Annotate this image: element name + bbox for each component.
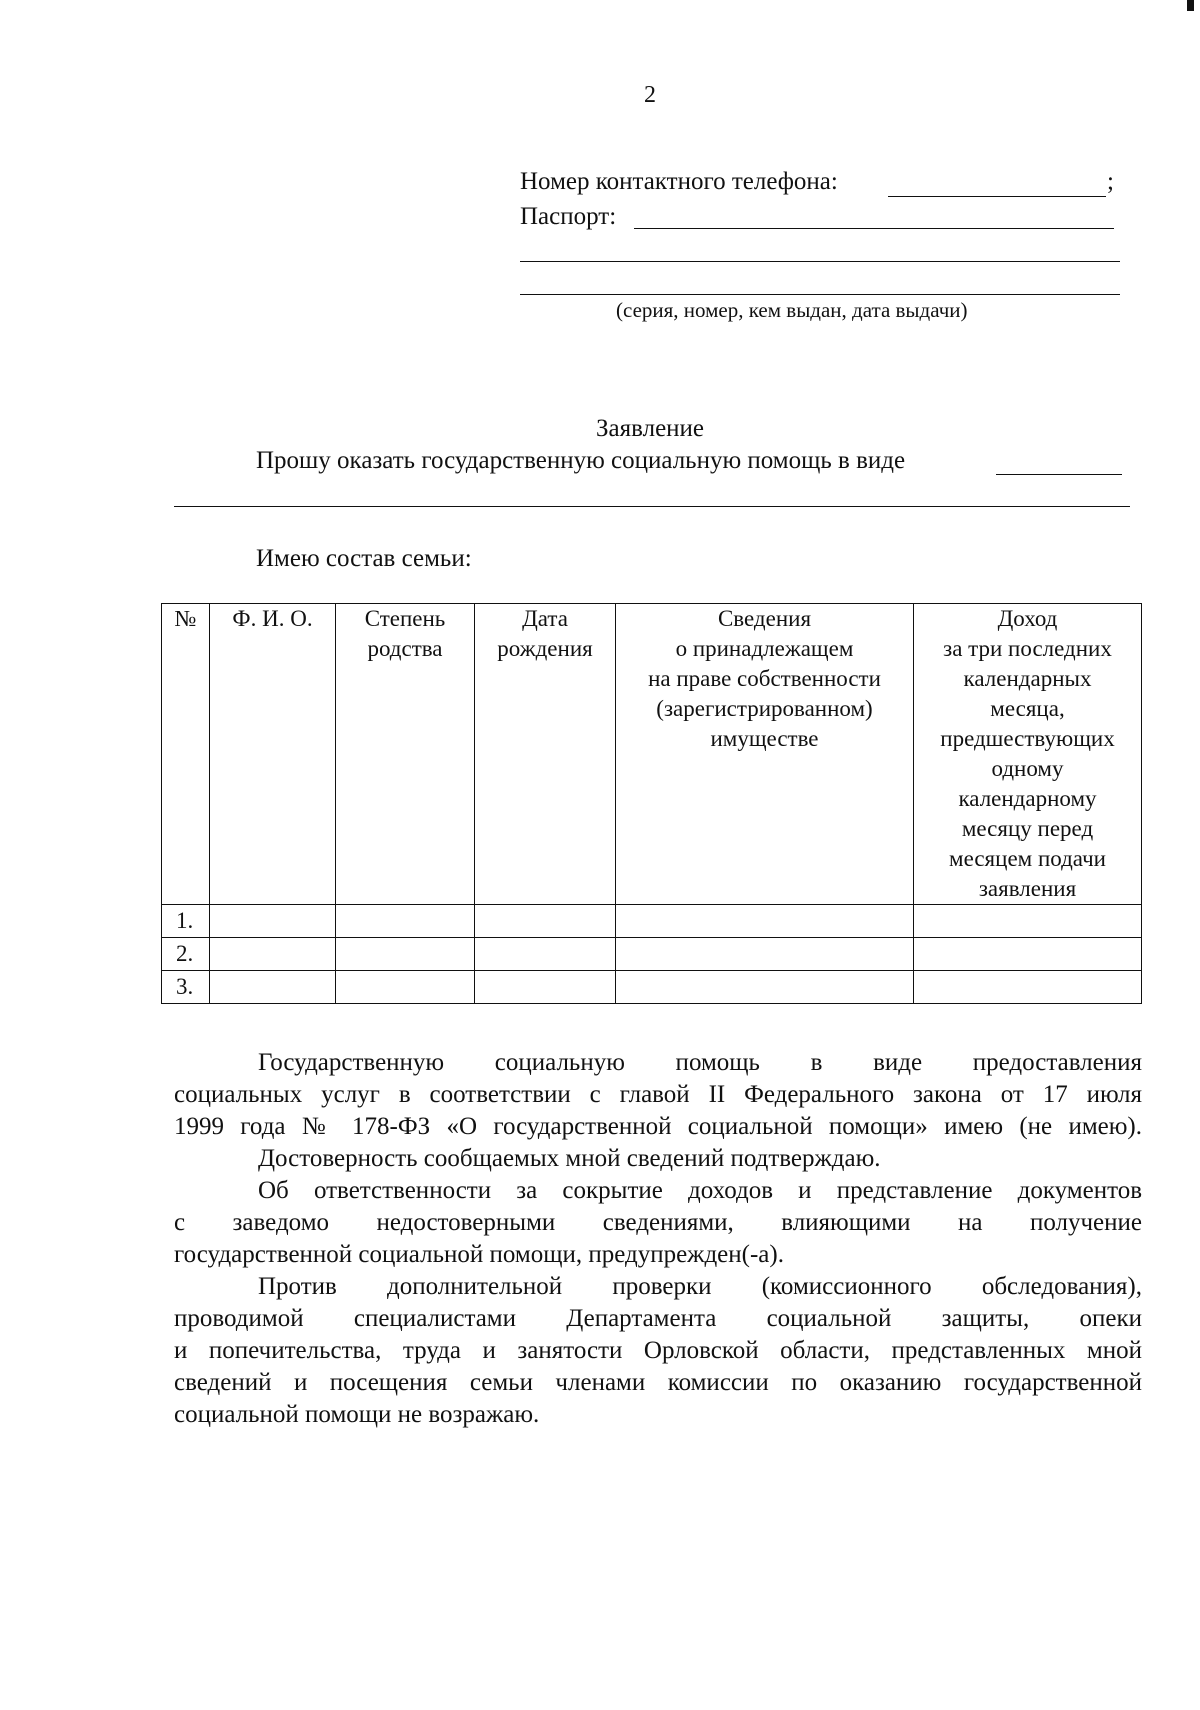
col-header-fio: Ф. И. О. bbox=[210, 604, 336, 905]
table-cell bbox=[616, 905, 914, 938]
col-header-relation: Степень родства bbox=[336, 604, 475, 905]
request-blank-line-1 bbox=[996, 474, 1122, 475]
phone-end: ; bbox=[1107, 168, 1114, 195]
passport-label: Паспорт: bbox=[520, 203, 617, 230]
application-title: Заявление bbox=[596, 415, 705, 442]
passport-blank-line-1 bbox=[634, 228, 1114, 229]
row-number: 3. bbox=[162, 971, 210, 1004]
passport-blank-line-3 bbox=[520, 294, 1120, 295]
paragraph-verification-consent: Против дополнительной проверки (комиссионного обследования), проводимой специалистами Департамента социальной защиты, опеки и попечительства, труда и занятости Орловской области, представленных мной сведений и посещения семьи членами комиссии по оказанию государственной социальной помощи не возражаю. bbox=[174, 1273, 1142, 1428]
col-header-property: Сведения о принадлежащем на праве собственности (зарегистрированном) имуществе bbox=[616, 604, 914, 905]
table-cell bbox=[475, 971, 616, 1004]
col-header-birthdate: Дата рождения bbox=[475, 604, 616, 905]
page-number: 2 bbox=[644, 82, 656, 108]
request-blank-line-2 bbox=[174, 506, 1130, 507]
table-row bbox=[162, 971, 1142, 1004]
paragraph-responsibility: Об ответственности за сокрытие доходов и представление документов с заведомо недостоверными сведениями, влияющими на получение государственной социальной помощи, предупрежден(-а). bbox=[174, 1177, 1142, 1268]
phone-label: Номер контактного телефона: bbox=[520, 168, 838, 195]
row-number: 2. bbox=[162, 938, 210, 971]
table-cell bbox=[336, 905, 475, 938]
table-row bbox=[162, 905, 1142, 938]
scan-edge-mark bbox=[1187, 0, 1194, 11]
family-label: Имею состав семьи: bbox=[256, 545, 472, 572]
phone-blank-line bbox=[888, 196, 1106, 197]
table-cell bbox=[914, 971, 1142, 1004]
table-cell bbox=[210, 905, 336, 938]
table-cell bbox=[336, 938, 475, 971]
table-cell bbox=[475, 905, 616, 938]
passport-caption: (серия, номер, кем выдан, дата выдачи) bbox=[616, 298, 968, 322]
paragraph-accuracy: Достоверность сообщаемых мной сведений подтверждаю. bbox=[258, 1145, 881, 1172]
table-cell bbox=[210, 971, 336, 1004]
table-cell bbox=[616, 971, 914, 1004]
col-header-income: Доход за три последних календарных месяца, предшествующих одному календарному месяцу перед месяцем подачи заявления bbox=[914, 604, 1142, 905]
paragraph-social-services: Государственную социальную помощь в виде предоставления социальных услуг в соответствии с главой II Федерального закона от 17 июля 1999 года № 178-ФЗ «О государственной социальной помощи» имею (не имею). bbox=[174, 1049, 1142, 1140]
request-text: Прошу оказать государственную социальную помощь в виде bbox=[256, 447, 906, 474]
table-cell bbox=[616, 938, 914, 971]
col-header-number: № bbox=[162, 604, 210, 905]
table-cell bbox=[475, 938, 616, 971]
table-row bbox=[162, 938, 1142, 971]
family-table bbox=[161, 603, 1142, 1004]
table-cell bbox=[914, 905, 1142, 938]
passport-blank-line-2 bbox=[520, 261, 1120, 262]
table-cell bbox=[210, 938, 336, 971]
table-cell bbox=[914, 938, 1142, 971]
table-cell bbox=[336, 971, 475, 1004]
table-header-row bbox=[162, 604, 1142, 905]
row-number: 1. bbox=[162, 905, 210, 938]
